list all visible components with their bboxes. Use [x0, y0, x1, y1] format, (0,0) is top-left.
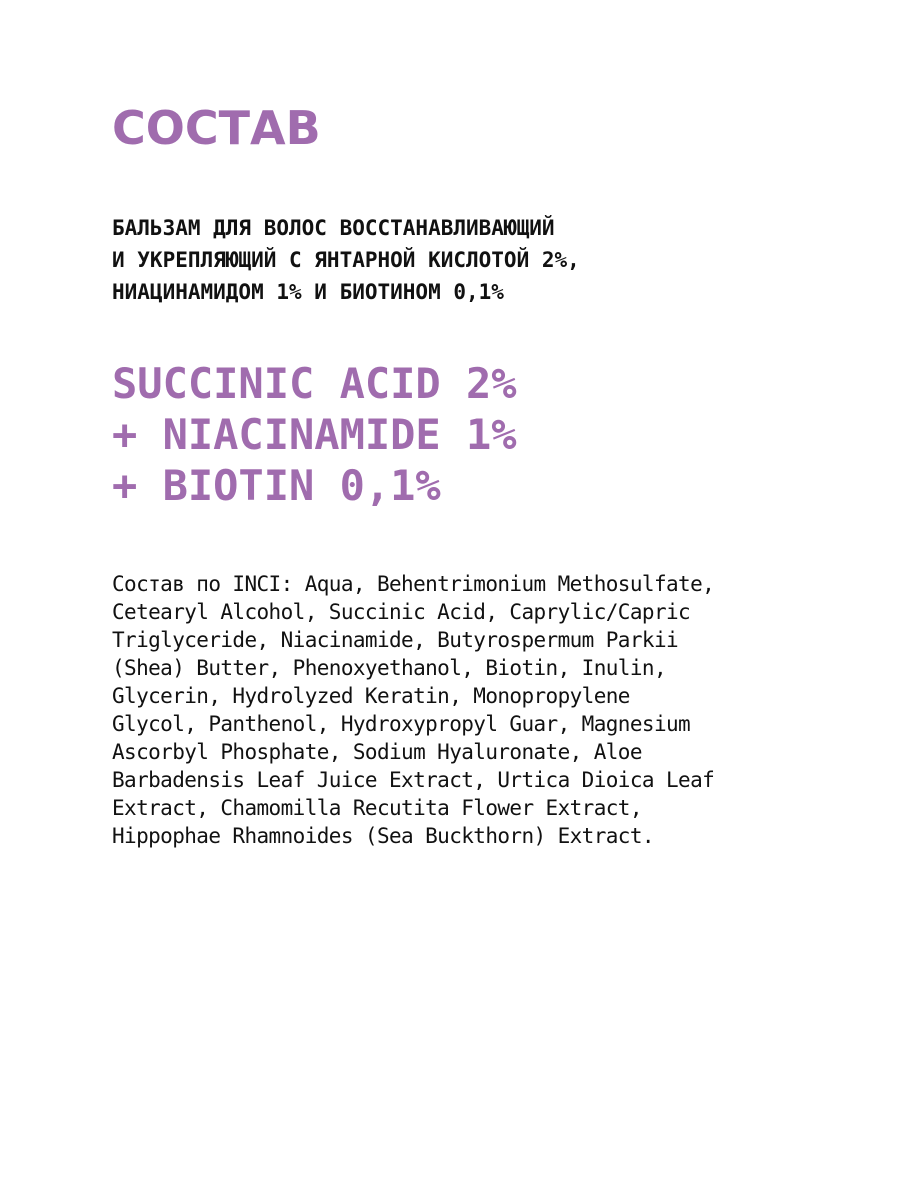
inci-line: Cetearyl Alcohol, Succinic Acid, Caprylic/Capric: [112, 600, 691, 624]
inci-line: Состав по INCI: Aqua, Behentrimonium Methosulfate,: [112, 572, 715, 596]
product-name-line: БАЛЬЗАМ ДЛЯ ВОЛОС ВОССТАНАВЛИВАЮЩИЙ: [112, 216, 555, 240]
active-ingredients: [112, 358, 812, 511]
inci-line: Triglyceride, Niacinamide, Butyrospermum Parkii: [112, 628, 679, 652]
inci-line: (Shea) Butter, Phenoxyethanol, Biotin, Inulin,: [112, 656, 666, 680]
inci-line: Extract, Chamomilla Recutita Flower Extract,: [112, 796, 642, 820]
page-title: СОСТАВ: [112, 101, 321, 155]
inci-line: Glycerin, Hydrolyzed Keratin, Monopropylene: [112, 684, 630, 708]
product-name-line: НИАЦИНАМИДОМ 1% И БИОТИНОМ 0,1%: [112, 280, 504, 304]
active-ingredient-line: + NIACINAMIDE 1%: [112, 410, 517, 459]
inci-line: Barbadensis Leaf Juice Extract, Urtica Dioica Leaf: [112, 768, 715, 792]
product-name: [112, 212, 812, 308]
active-ingredient-line: SUCCINIC ACID 2%: [112, 359, 517, 408]
inci-ingredients-list: [112, 570, 792, 850]
active-ingredient-line: + BIOTIN 0,1%: [112, 461, 441, 510]
inci-line: Ascorbyl Phosphate, Sodium Hyaluronate, Aloe: [112, 740, 642, 764]
inci-line: Glycol, Panthenol, Hydroxypropyl Guar, Magnesium: [112, 712, 691, 736]
inci-line: Hippophae Rhamnoides (Sea Buckthorn) Extract.: [112, 824, 654, 848]
product-name-line: И УКРЕПЛЯЮЩИЙ С ЯНТАРНОЙ КИСЛОТОЙ 2%,: [112, 248, 580, 272]
